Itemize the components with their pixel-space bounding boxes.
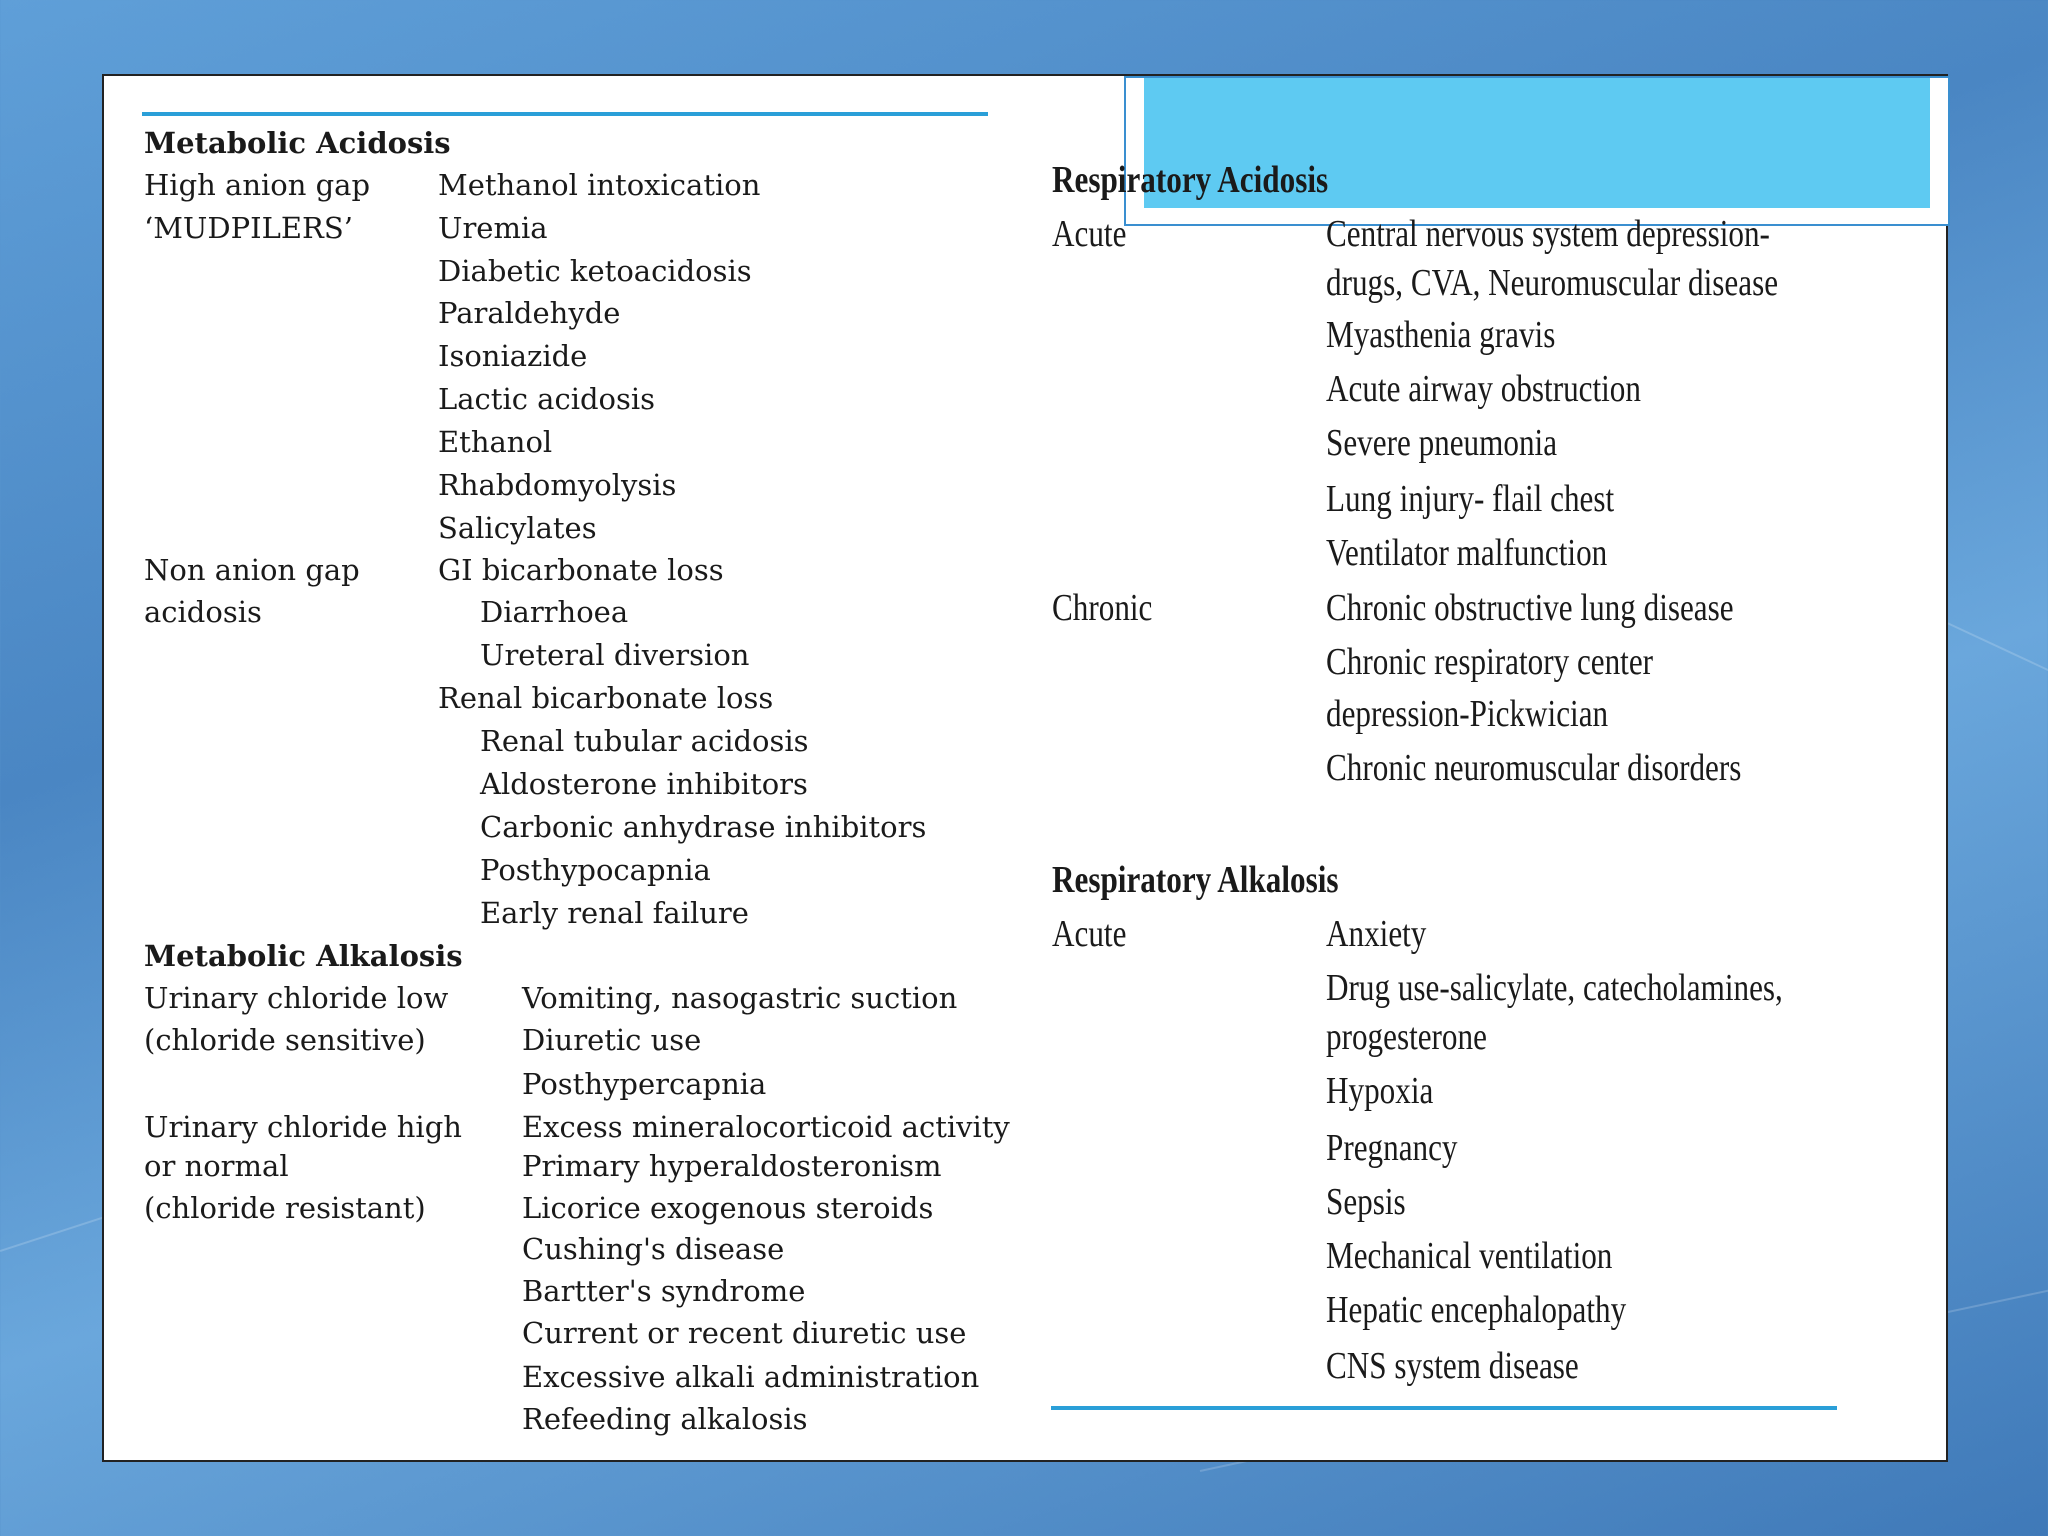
- list-item: Cushing's disease: [522, 1232, 785, 1266]
- list-item: Mechanical ventilation: [1326, 1235, 1613, 1277]
- list-item: Diabetic ketoacidosis: [438, 254, 752, 288]
- bottom-rule-right: [1051, 1406, 1837, 1410]
- chloride-sensitive-label: (chloride sensitive): [144, 1023, 426, 1057]
- list-item: Uremia: [438, 211, 548, 245]
- gi-bicarbonate-loss: GI bicarbonate loss: [438, 553, 724, 587]
- list-item: Renal tubular acidosis: [480, 724, 809, 758]
- list-item: Central nervous system depression-: [1326, 213, 1770, 255]
- list-item: Excess mineralocorticoid activity: [522, 1110, 1010, 1144]
- non-anion-gap-label: Non anion gap: [144, 553, 360, 587]
- urinary-chloride-low-label: Urinary chloride low: [144, 981, 449, 1015]
- list-item: Isoniazide: [438, 339, 588, 373]
- list-item: Diuretic use: [522, 1023, 702, 1057]
- list-item: drugs, CVA, Neuromuscular disease: [1326, 262, 1779, 304]
- mudpilers-label: ‘MUDPILERS’: [144, 211, 353, 245]
- metabolic-acidosis-heading: Metabolic Acidosis: [144, 126, 451, 160]
- list-item: Chronic respiratory center: [1326, 641, 1654, 683]
- list-item: Diarrhoea: [480, 595, 629, 629]
- list-item: Chronic obstructive lung disease: [1326, 587, 1734, 629]
- list-item: Paraldehyde: [438, 296, 621, 330]
- acidosis-label: acidosis: [144, 595, 262, 629]
- title-placeholder-box: [1124, 76, 1950, 226]
- urinary-chloride-high-label: Urinary chloride high: [144, 1110, 462, 1144]
- list-item: Methanol intoxication: [438, 168, 761, 202]
- or-normal-label: or normal: [144, 1149, 289, 1183]
- list-item: Carbonic anhydrase inhibitors: [480, 810, 927, 844]
- list-item: Ethanol: [438, 425, 553, 459]
- resp-acidosis-acute-label: Acute: [1052, 213, 1127, 255]
- respiratory-alkalosis-heading: Respiratory Alkalosis: [1052, 859, 1339, 901]
- list-item: Drug use-salicylate, catecholamines,: [1326, 967, 1783, 1009]
- list-item: Posthypocapnia: [480, 853, 711, 887]
- list-item: Ureteral diversion: [480, 638, 750, 672]
- list-item: Sepsis: [1326, 1181, 1406, 1223]
- list-item: Excessive alkali administration: [522, 1360, 980, 1394]
- list-item: Current or recent diuretic use: [522, 1316, 967, 1350]
- list-item: Aldosterone inhibitors: [480, 767, 808, 801]
- chloride-resistant-label: (chloride resistant): [144, 1191, 426, 1225]
- list-item: Posthypercapnia: [522, 1067, 767, 1101]
- list-item: Salicylates: [438, 511, 597, 545]
- resp-acidosis-chronic-label: Chronic: [1052, 587, 1153, 629]
- list-item: Lactic acidosis: [438, 382, 656, 416]
- metabolic-alkalosis-heading: Metabolic Alkalosis: [144, 939, 463, 973]
- list-item: Pregnancy: [1326, 1127, 1458, 1169]
- document-page: [102, 74, 1948, 1462]
- list-item: Rhabdomyolysis: [438, 468, 677, 502]
- list-item: Acute airway obstruction: [1326, 368, 1641, 410]
- list-item: Severe pneumonia: [1326, 422, 1558, 464]
- renal-bicarbonate-loss: Renal bicarbonate loss: [438, 681, 774, 715]
- list-item: Bartter's syndrome: [522, 1274, 806, 1308]
- top-rule-left: [142, 112, 988, 116]
- list-item: CNS system disease: [1326, 1345, 1579, 1387]
- list-item: Ventilator malfunction: [1326, 532, 1608, 574]
- list-item: Hypoxia: [1326, 1070, 1434, 1112]
- list-item: Chronic neuromuscular disorders: [1326, 747, 1742, 789]
- list-item: Anxiety: [1326, 913, 1427, 955]
- resp-alkalosis-acute-label: Acute: [1052, 913, 1127, 955]
- list-item: Refeeding alkalosis: [522, 1402, 808, 1436]
- list-item: Vomiting, nasogastric suction: [522, 981, 958, 1015]
- respiratory-acidosis-heading: Respiratory Acidosis: [1052, 159, 1329, 201]
- list-item: Early renal failure: [480, 896, 749, 930]
- list-item: depression-Pickwician: [1326, 693, 1609, 735]
- list-item: Myasthenia gravis: [1326, 314, 1556, 356]
- list-item: Lung injury- flail chest: [1326, 478, 1615, 520]
- list-item: progesterone: [1326, 1016, 1487, 1058]
- list-item: Licorice exogenous steroids: [522, 1191, 934, 1225]
- list-item: Hepatic encephalopathy: [1326, 1289, 1627, 1331]
- high-anion-gap-label: High anion gap: [144, 168, 371, 202]
- list-item: Primary hyperaldosteronism: [522, 1149, 942, 1183]
